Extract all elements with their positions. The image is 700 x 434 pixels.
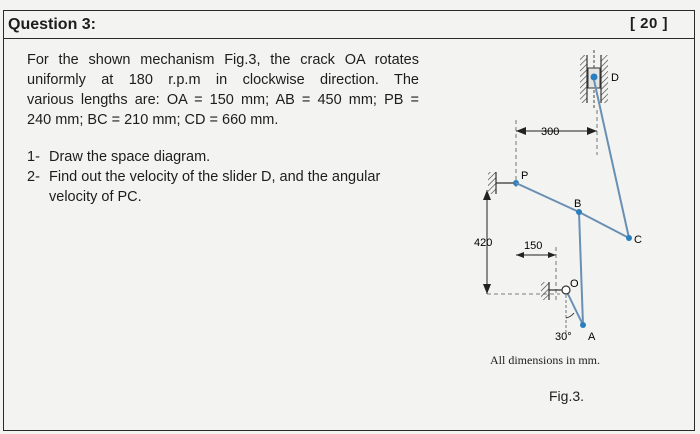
pivot-p xyxy=(488,172,519,194)
label-a: A xyxy=(588,331,596,343)
task-text: Find out the velocity of the slider D, and the angular xyxy=(49,169,381,185)
dim-150-label: 150 xyxy=(524,240,543,252)
dim-300-label: 300 xyxy=(541,126,560,138)
dimension-150 xyxy=(516,247,556,300)
question-line: uniformly at 180 r.p.m in clockwise direction. The xyxy=(27,72,419,88)
question-line: For the shown mechanism Fig.3, the crack OA rotates xyxy=(27,52,419,68)
label-p: P xyxy=(521,170,529,182)
angle-label: 30° xyxy=(555,331,572,343)
question-line: 240 mm; BC = 210 mm; CD = 660 mm. xyxy=(27,112,279,128)
dimension-420 xyxy=(483,190,560,294)
dimensions-note: All dimensions in mm. xyxy=(490,353,601,367)
label-c: C xyxy=(634,234,642,246)
label-d: D xyxy=(611,72,619,84)
task-number: 2- xyxy=(27,169,40,185)
dim-420-label: 420 xyxy=(474,237,493,249)
label-o: O xyxy=(570,278,579,290)
task-number: 1- xyxy=(27,149,40,165)
figure-caption: Fig.3. xyxy=(549,388,585,404)
label-b: B xyxy=(574,198,582,210)
task-text: Draw the space diagram. xyxy=(49,149,211,165)
marks-label: [ 20 ] xyxy=(630,15,669,32)
question-line: various lengths are: OA = 150 mm; AB = 450 mm; PB = xyxy=(27,92,419,108)
question-title: Question 3: xyxy=(8,16,97,33)
task-text: velocity of PC. xyxy=(49,189,142,205)
